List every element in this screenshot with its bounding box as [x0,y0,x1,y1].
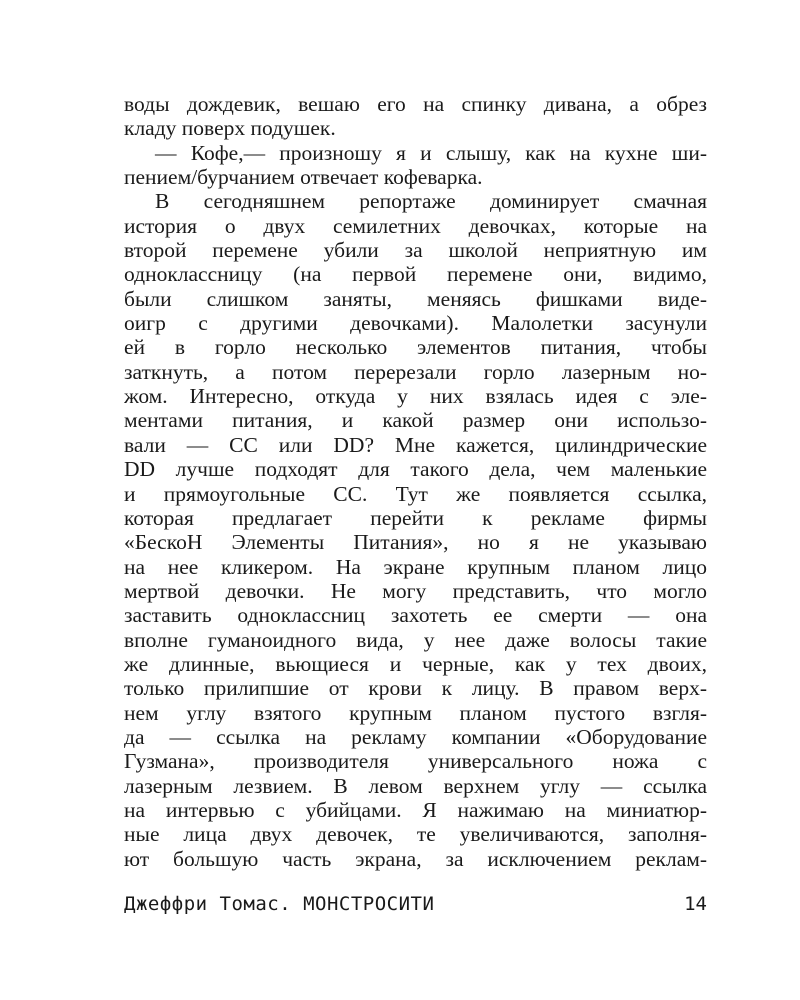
text-line: были слишком заняты, меняясь фишками виде- [124,286,707,311]
text-line: на интервью с убийцами. Я нажимаю на миниатюр- [124,797,707,822]
text-line: кладу поверх подушек. [124,116,336,141]
text-line: оигр с другими девочками). Малолетки засунули [124,311,707,336]
text-line: ментами питания, и какой размер они использо- [124,408,707,433]
body-text [124,92,707,871]
text-line: «БескоН Элементы Питания», но я не указываю [124,530,707,555]
text-line: же длинные, вьющиеся и черные, как у тех двоих, [124,651,707,676]
text-line: и прямоугольные СС. Тут же появляется ссылка, [124,481,707,506]
text-line: которая предлагает перейти к рекламе фирмы [124,505,707,530]
page-footer [124,893,707,923]
text-line: история о двух семилетних девочках, которые на [124,213,707,238]
text-line: ют большую часть экрана, за исключением реклам- [124,846,707,871]
text-line: жом. Интересно, откуда у них взялась идея с эле- [124,384,707,409]
text-line: мертвой девочки. Не могу представить, что могло [124,578,707,603]
text-line: одноклассницу (на первой перемене они, видимо, [124,262,707,287]
page-number: 14 [684,893,707,915]
text-line: пением/бурчанием отвечает кофеварка. [124,165,483,190]
text-line: вполне гуманоидного вида, у нее даже волосы такие [124,627,707,652]
text-line: да — ссылка на рекламу компании «Оборудование [124,724,707,749]
text-line: только прилипшие от крови к лицу. В правом верх- [124,676,707,701]
text-line: воды дождевик, вешаю его на спинку дивана, а обрез [124,92,707,116]
text-line: ей в горло несколько элементов питания, чтобы [124,335,707,360]
text-line: ные лица двух девочек, те увеличиваются, заполня- [124,822,707,847]
text-line: на нее кликером. На экране крупным планом лицо [124,554,707,579]
text-line: заставить одноклассниц захотеть ее смерти — она [124,603,707,628]
running-head: Джеффри Томас. МОНСТРОСИТИ [124,893,435,915]
text-line: Гузмана», производителя универсального ножа с [124,749,707,774]
text-line: второй перемене убили за школой неприятную им [124,238,707,263]
text-line: заткнуть, а потом перерезали горло лазерным но- [124,359,707,384]
text-line: вали — СС или DD? Мне кажется, цилиндрические [124,432,707,457]
text-line: В сегодняшнем репортаже доминирует смачная [155,189,707,214]
text-line: нем углу взятого крупным планом пустого взгля- [124,700,707,725]
text-line: лазерным лезвием. В левом верхнем углу — ссылка [124,773,707,798]
text-line: DD лучше подходят для такого дела, чем маленькие [124,457,707,482]
text-line: — Кофе,— произношу я и слышу, как на кухне ши- [155,140,707,165]
